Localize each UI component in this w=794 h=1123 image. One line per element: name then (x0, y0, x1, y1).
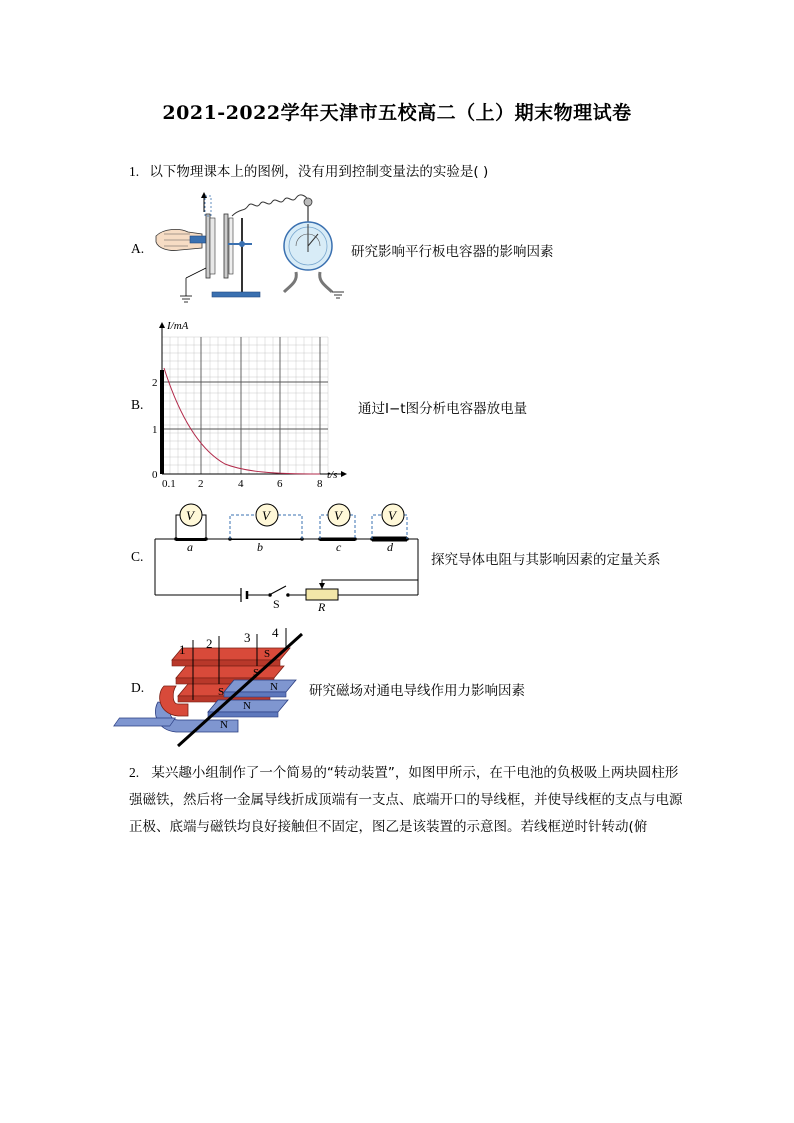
voltmeter-label: V (186, 508, 194, 523)
option-a-text: 研究影响平行板电容器的影响因素 (351, 244, 554, 260)
wire-label: 1 (179, 642, 186, 657)
option-b-text: 通过I−t图分析电容器放电量 (358, 401, 528, 417)
pole-label: S (218, 686, 225, 698)
y-tick-label: 2 (152, 377, 158, 389)
question-2 (129, 759, 689, 841)
y-tick-label: 0 (152, 469, 158, 481)
figure-d-magnet-wire (148, 620, 308, 750)
option-c-letter: C. (131, 549, 144, 564)
option-d-letter: D. (131, 680, 145, 695)
figure-c-resistance-circuit (150, 500, 430, 615)
voltmeter-label: V (388, 508, 396, 523)
question-text: 某兴趣小组制作了一个简易的“转动装置”，如图甲所示，在干电池的负极吸上两块圆柱形强磁铁，然后将一金属导线折成顶端有一支点、底端开口的导线框，并使导线框的支点与电源正极、底端与磁铁均良好接触但不固定，图乙是该装置的示意图。若线框逆时针转动(俯 (129, 765, 683, 835)
x-tick-label: 8 (317, 478, 323, 490)
pole-label: S (253, 667, 260, 679)
voltmeter-label: V (334, 508, 342, 523)
segment-label: a (187, 540, 193, 554)
question-1 (129, 159, 488, 185)
pole-label: S (264, 648, 271, 660)
wire-label: 3 (244, 630, 251, 645)
graph-grid (162, 337, 328, 474)
y-tick-label: 1 (152, 424, 158, 436)
wire-label: 4 (272, 625, 279, 640)
x-tick-label: 2 (198, 478, 204, 490)
figure-a-capacitor-experiment (150, 188, 350, 303)
option-b-letter: B. (131, 397, 144, 412)
y-axis-label: I/mA (167, 320, 189, 332)
x-tick-label: 4 (238, 478, 244, 490)
question-stem: 以下物理课本上的图例，没有用到控制变量法的实验是( ) (149, 164, 489, 180)
pole-label: N (220, 719, 228, 731)
figure-b-discharge-graph (145, 318, 360, 493)
x-tick-label: 6 (277, 478, 283, 490)
option-a-letter: A. (131, 241, 145, 256)
option-d-text: 研究磁场对通电导线作用力影响因素 (309, 683, 525, 699)
rheostat-label: R (318, 600, 326, 614)
pole-label: N (243, 700, 251, 712)
x-tick-label: 0.1 (162, 478, 176, 490)
segment-label: c (336, 540, 342, 554)
pole-label: N (270, 681, 278, 693)
x-axis-label: t/s (327, 469, 338, 481)
question-number: 2. (129, 765, 140, 780)
switch-label: S (273, 597, 280, 611)
option-c-text: 探究导体电阻与其影响因素的定量关系 (431, 552, 661, 568)
page-title: 2021-2022学年天津市五校高二（上）期末物理试卷 (162, 102, 632, 124)
question-number: 1. (129, 164, 140, 179)
wire-label: 2 (206, 636, 213, 651)
segment-label: d (387, 540, 393, 554)
voltmeter-label: V (262, 508, 270, 523)
segment-label: b (257, 540, 263, 554)
